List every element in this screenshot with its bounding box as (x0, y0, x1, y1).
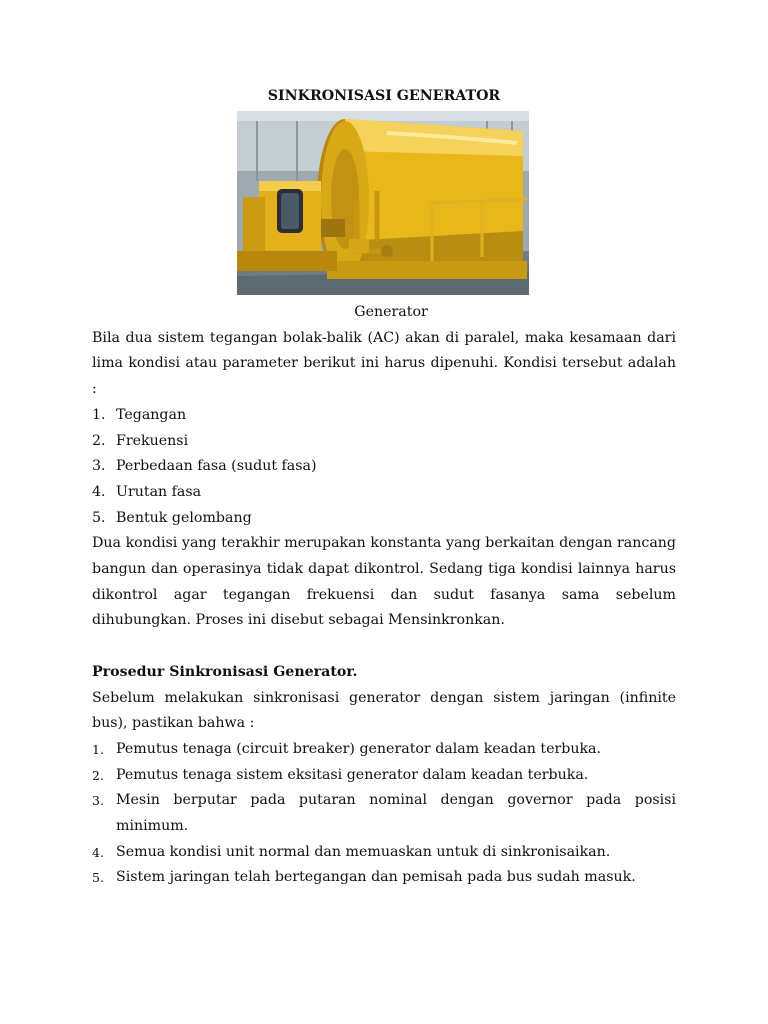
procedure-intro: Sebelum melakukan sinkronisasi generator dengan sistem jaringan (infinite bus), pastikan bahwa : (92, 689, 676, 732)
list-item (92, 865, 676, 891)
explanation-paragraph: Dua kondisi yang terakhir merupakan konstanta yang berkaitan dengan rancang bangun dan operasinya tidak dapat dikontrol. Sedang tiga kondisi lainnya harus dikontrol agar tegangan frekuensi dan sudut fasanya sama sebelum dihubungkan. Proses ini disebut sebagai Mensinkronkan. (92, 535, 676, 629)
list-number: 3. (92, 458, 106, 475)
document-page (92, 84, 676, 891)
list-text: Tegangan (116, 406, 187, 423)
list-text: Sistem jaringan telah bertegangan dan pemisah pada bus sudah masuk. (116, 869, 636, 886)
list-number: 1. (92, 406, 106, 423)
list-text: Urutan fasa (116, 483, 202, 500)
list-item (92, 737, 676, 763)
generator-photo (237, 111, 529, 295)
list-item (92, 480, 676, 506)
figure-caption: Generator (354, 304, 428, 320)
list-number: 2. (92, 767, 104, 783)
procedure-steps-list (92, 737, 676, 891)
generator-photo-icon (237, 111, 529, 295)
list-item (92, 763, 676, 789)
list-item (92, 403, 676, 429)
list-number: 5. (92, 870, 104, 886)
procedure-heading: Prosedur Sinkronisasi Generator. (92, 663, 358, 680)
conditions-list (92, 403, 676, 532)
list-number: 2. (92, 432, 106, 449)
list-number: 4. (92, 844, 104, 860)
list-text: Semua kondisi unit normal dan memuaskan untuk di sinkronisaikan. (116, 843, 611, 860)
list-text: Frekuensi (116, 432, 189, 449)
intro-paragraph: Bila dua sistem tegangan bolak-balik (AC) akan di paralel, maka kesamaan dari lima kondisi atau parameter berikut ini harus dipenuhi. Kondisi tersebut adalah : (92, 329, 676, 398)
paragraph-spacer (92, 634, 676, 660)
list-number: 5. (92, 509, 106, 526)
list-text: Pemutus tenaga (circuit breaker) generator dalam keadan terbuka. (116, 740, 602, 757)
list-text: Bentuk gelombang (116, 509, 252, 526)
list-item (92, 429, 676, 455)
list-number: 3. (92, 793, 104, 809)
list-text: Perbedaan fasa (sudut fasa) (116, 458, 317, 475)
list-text: Pemutus tenaga sistem eksitasi generator dalam keadan terbuka. (116, 766, 589, 783)
list-item (92, 840, 676, 866)
list-text: Mesin berputar pada putaran nominal dengan governor pada posisi minimum. (116, 792, 676, 835)
list-item (92, 506, 676, 532)
document-title: SINKRONISASI GENERATOR (267, 88, 501, 104)
list-item (92, 788, 676, 839)
list-number: 4. (92, 483, 106, 500)
list-item (92, 454, 676, 480)
list-number: 1. (92, 741, 104, 757)
